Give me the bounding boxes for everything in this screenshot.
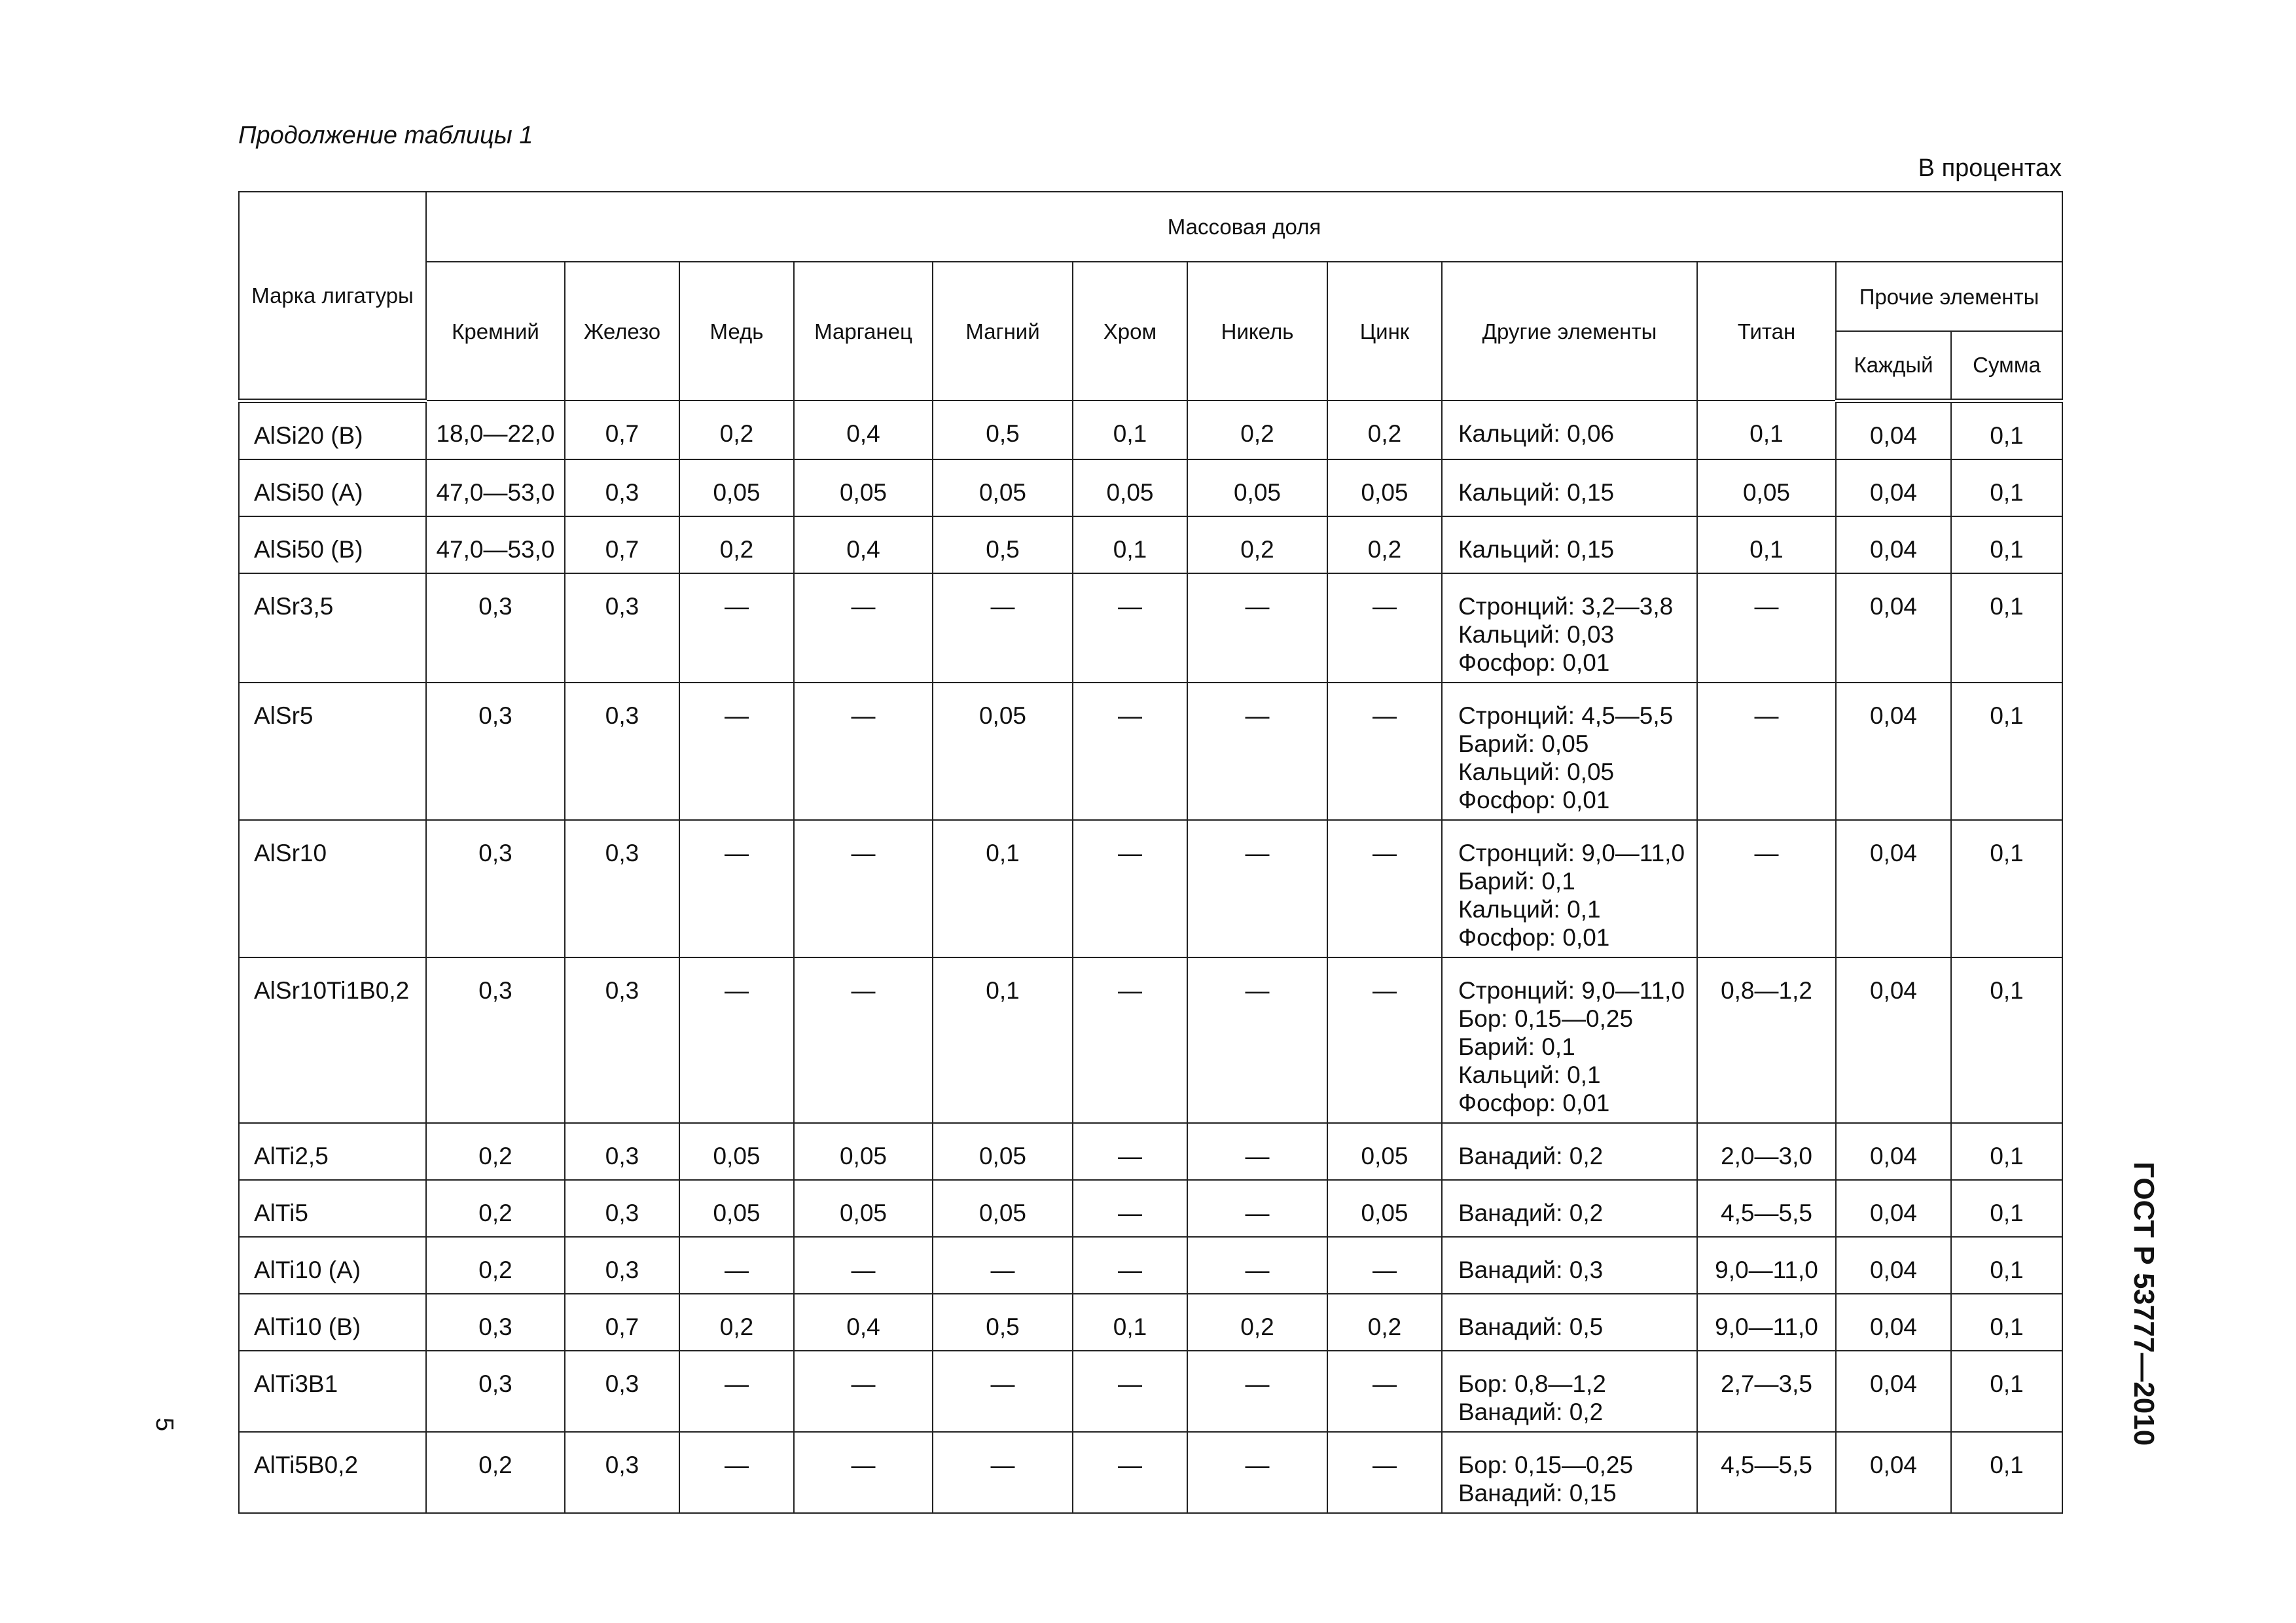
- titanium-cell: 0,8—1,2: [1697, 957, 1836, 1123]
- copper-cell: —: [679, 820, 794, 957]
- column-header-titanium: Титан: [1697, 262, 1836, 401]
- brand-cell: AlSr5: [239, 683, 426, 820]
- manganese-cell: 0,4: [794, 1294, 933, 1351]
- copper-cell: —: [679, 573, 794, 683]
- silicon-cell: 0,2: [426, 1432, 565, 1513]
- each-cell: 0,04: [1836, 820, 1951, 957]
- each-cell: 0,04: [1836, 516, 1951, 573]
- chromium-cell: —: [1073, 1432, 1187, 1513]
- iron-cell: 0,3: [565, 1123, 679, 1180]
- silicon-cell: 0,2: [426, 1180, 565, 1237]
- other-elements-cell: [1442, 683, 1697, 820]
- manganese-cell: —: [794, 683, 933, 820]
- table-row: [239, 1294, 2062, 1351]
- brand-cell: AlTi5: [239, 1180, 426, 1237]
- zinc-cell: 0,05: [1327, 1180, 1442, 1237]
- chromium-cell: —: [1073, 820, 1187, 957]
- iron-cell: 0,3: [565, 957, 679, 1123]
- magnesium-cell: —: [933, 573, 1073, 683]
- other-element-line: Бор: 0,8—1,2: [1458, 1370, 1606, 1397]
- silicon-cell: 0,3: [426, 957, 565, 1123]
- titanium-cell: 4,5—5,5: [1697, 1432, 1836, 1513]
- copper-cell: —: [679, 1432, 794, 1513]
- titanium-cell: 2,0—3,0: [1697, 1123, 1836, 1180]
- other-element-line: Стронций: 4,5—5,5: [1458, 702, 1674, 729]
- other-element-line: Ванадий: 0,2: [1458, 1142, 1604, 1169]
- other-element-line: Фосфор: 0,01: [1458, 649, 1610, 676]
- table-row: [239, 683, 2062, 820]
- sum-cell: 0,1: [1951, 1351, 2062, 1432]
- chromium-cell: 0,1: [1073, 1294, 1187, 1351]
- iron-cell: 0,3: [565, 573, 679, 683]
- other-element-line: Кальций: 0,15: [1458, 535, 1615, 563]
- column-header-chromium: Хром: [1073, 262, 1187, 401]
- chromium-cell: —: [1073, 957, 1187, 1123]
- zinc-cell: —: [1327, 820, 1442, 957]
- alloy-composition-table: [238, 191, 2063, 1514]
- brand-cell: AlTi10 (A): [239, 1237, 426, 1294]
- iron-cell: 0,3: [565, 1432, 679, 1513]
- column-header-magnesium: Магний: [933, 262, 1073, 401]
- titanium-cell: 0,1: [1697, 401, 1836, 459]
- sum-cell: 0,1: [1951, 1123, 2062, 1180]
- titanium-cell: 0,05: [1697, 459, 1836, 516]
- nickel-cell: —: [1187, 1180, 1327, 1237]
- table-body: [239, 401, 2062, 1513]
- chromium-cell: 0,05: [1073, 459, 1187, 516]
- other-element-line: Барий: 0,05: [1458, 730, 1589, 757]
- nickel-cell: 0,2: [1187, 1294, 1327, 1351]
- other-element-line: Кальций: 0,1: [1458, 895, 1601, 923]
- chromium-cell: —: [1073, 683, 1187, 820]
- column-header-remaining-elements: Прочие элементы: [1836, 262, 2062, 331]
- brand-cell: AlTi3B1: [239, 1351, 426, 1432]
- other-elements-cell: [1442, 1123, 1697, 1180]
- column-header-manganese: Марганец: [794, 262, 933, 401]
- iron-cell: 0,7: [565, 401, 679, 459]
- manganese-cell: 0,4: [794, 401, 933, 459]
- titanium-cell: 9,0—11,0: [1697, 1294, 1836, 1351]
- zinc-cell: —: [1327, 1432, 1442, 1513]
- chromium-cell: —: [1073, 1180, 1187, 1237]
- magnesium-cell: 0,05: [933, 683, 1073, 820]
- zinc-cell: 0,2: [1327, 401, 1442, 459]
- manganese-cell: —: [794, 1237, 933, 1294]
- other-element-line: Барий: 0,1: [1458, 867, 1575, 895]
- copper-cell: 0,2: [679, 516, 794, 573]
- sum-cell: 0,1: [1951, 1294, 2062, 1351]
- page-number: 5: [151, 1418, 178, 1432]
- other-element-line: Ванадий: 0,2: [1458, 1199, 1604, 1226]
- column-header-zinc: Цинк: [1327, 262, 1442, 401]
- copper-cell: 0,2: [679, 1294, 794, 1351]
- other-elements-cell: [1442, 573, 1697, 683]
- table-row: [239, 1237, 2062, 1294]
- other-element-line: Ванадий: 0,2: [1458, 1398, 1604, 1425]
- nickel-cell: —: [1187, 1432, 1327, 1513]
- chromium-cell: —: [1073, 573, 1187, 683]
- zinc-cell: 0,2: [1327, 516, 1442, 573]
- each-cell: 0,04: [1836, 1432, 1951, 1513]
- column-header-other-elements: Другие элементы: [1442, 262, 1697, 401]
- iron-cell: 0,3: [565, 1180, 679, 1237]
- nickel-cell: —: [1187, 1123, 1327, 1180]
- iron-cell: 0,7: [565, 516, 679, 573]
- each-cell: 0,04: [1836, 1294, 1951, 1351]
- other-elements-cell: [1442, 1294, 1697, 1351]
- other-element-line: Ванадий: 0,15: [1458, 1479, 1617, 1507]
- chromium-cell: —: [1073, 1237, 1187, 1294]
- sum-cell: 0,1: [1951, 516, 2062, 573]
- copper-cell: 0,2: [679, 401, 794, 459]
- sum-cell: 0,1: [1951, 459, 2062, 516]
- nickel-cell: —: [1187, 820, 1327, 957]
- other-element-line: Фосфор: 0,01: [1458, 786, 1610, 813]
- silicon-cell: 0,3: [426, 573, 565, 683]
- column-header-each: Каждый: [1836, 331, 1951, 401]
- copper-cell: 0,05: [679, 1123, 794, 1180]
- silicon-cell: 0,2: [426, 1237, 565, 1294]
- other-elements-cell: [1442, 1351, 1697, 1432]
- brand-cell: AlSr3,5: [239, 573, 426, 683]
- table-row: [239, 1351, 2062, 1432]
- magnesium-cell: 0,05: [933, 1123, 1073, 1180]
- other-element-line: Бор: 0,15—0,25: [1458, 1005, 1634, 1032]
- each-cell: 0,04: [1836, 957, 1951, 1123]
- mass-fraction-header: Массовая доля: [426, 192, 2062, 262]
- silicon-cell: 0,3: [426, 1294, 565, 1351]
- manganese-cell: 0,05: [794, 1180, 933, 1237]
- nickel-cell: 0,2: [1187, 516, 1327, 573]
- column-header-sum: Сумма: [1951, 331, 2062, 401]
- column-header-copper: Медь: [679, 262, 794, 401]
- brand-header: Марка лигатуры: [239, 192, 426, 401]
- magnesium-cell: 0,5: [933, 1294, 1073, 1351]
- magnesium-cell: 0,1: [933, 957, 1073, 1123]
- other-element-line: Ванадий: 0,5: [1458, 1313, 1604, 1340]
- table-row: [239, 820, 2062, 957]
- iron-cell: 0,3: [565, 820, 679, 957]
- other-element-line: Кальций: 0,05: [1458, 758, 1615, 785]
- other-element-line: Кальций: 0,15: [1458, 478, 1615, 506]
- magnesium-cell: —: [933, 1351, 1073, 1432]
- iron-cell: 0,3: [565, 1237, 679, 1294]
- magnesium-cell: —: [933, 1432, 1073, 1513]
- titanium-cell: 2,7—3,5: [1697, 1351, 1836, 1432]
- table-row: [239, 1180, 2062, 1237]
- silicon-cell: 47,0—53,0: [426, 516, 565, 573]
- table-row: [239, 401, 2062, 459]
- copper-cell: —: [679, 1237, 794, 1294]
- table-row: [239, 1123, 2062, 1180]
- titanium-cell: —: [1697, 683, 1836, 820]
- chromium-cell: 0,1: [1073, 516, 1187, 573]
- brand-cell: AlTi2,5: [239, 1123, 426, 1180]
- sum-cell: 0,1: [1951, 957, 2062, 1123]
- zinc-cell: 0,05: [1327, 459, 1442, 516]
- sum-cell: 0,1: [1951, 1237, 2062, 1294]
- chromium-cell: 0,1: [1073, 401, 1187, 459]
- magnesium-cell: 0,5: [933, 401, 1073, 459]
- other-element-line: Фосфор: 0,01: [1458, 923, 1610, 951]
- other-elements-cell: [1442, 516, 1697, 573]
- each-cell: 0,04: [1836, 683, 1951, 820]
- copper-cell: —: [679, 1351, 794, 1432]
- titanium-cell: —: [1697, 820, 1836, 957]
- table-caption: Продолжение таблицы 1: [238, 122, 533, 149]
- table-row: [239, 957, 2062, 1123]
- units-label: В процентах: [1918, 154, 2062, 182]
- chromium-cell: —: [1073, 1351, 1187, 1432]
- manganese-cell: 0,4: [794, 516, 933, 573]
- zinc-cell: 0,2: [1327, 1294, 1442, 1351]
- manganese-cell: 0,05: [794, 459, 933, 516]
- silicon-cell: 0,3: [426, 1351, 565, 1432]
- sum-cell: 0,1: [1951, 683, 2062, 820]
- magnesium-cell: —: [933, 1237, 1073, 1294]
- zinc-cell: —: [1327, 957, 1442, 1123]
- zinc-cell: 0,05: [1327, 1123, 1442, 1180]
- sum-cell: 0,1: [1951, 573, 2062, 683]
- magnesium-cell: 0,1: [933, 820, 1073, 957]
- titanium-cell: —: [1697, 573, 1836, 683]
- other-elements-cell: [1442, 1432, 1697, 1513]
- sum-cell: 0,1: [1951, 1180, 2062, 1237]
- each-cell: 0,04: [1836, 1180, 1951, 1237]
- other-elements-cell: [1442, 1237, 1697, 1294]
- iron-cell: 0,3: [565, 459, 679, 516]
- sum-cell: 0,1: [1951, 401, 2062, 459]
- column-header-iron: Железо: [565, 262, 679, 401]
- brand-cell: AlTi10 (B): [239, 1294, 426, 1351]
- copper-cell: —: [679, 957, 794, 1123]
- other-element-line: Кальций: 0,1: [1458, 1061, 1601, 1088]
- iron-cell: 0,7: [565, 1294, 679, 1351]
- chromium-cell: —: [1073, 1123, 1187, 1180]
- each-cell: 0,04: [1836, 459, 1951, 516]
- titanium-cell: 9,0—11,0: [1697, 1237, 1836, 1294]
- column-header-nickel: Никель: [1187, 262, 1327, 401]
- brand-cell: AlSr10Ti1B0,2: [239, 957, 426, 1123]
- brand-cell: AlSi50 (B): [239, 516, 426, 573]
- standard-code: ГОСТ Р 53777—2010: [2128, 1162, 2160, 1446]
- other-elements-cell: [1442, 820, 1697, 957]
- sum-cell: 0,1: [1951, 1432, 2062, 1513]
- zinc-cell: —: [1327, 573, 1442, 683]
- other-element-line: Стронций: 9,0—11,0: [1458, 976, 1685, 1004]
- nickel-cell: —: [1187, 1351, 1327, 1432]
- other-element-line: Бор: 0,15—0,25: [1458, 1451, 1634, 1478]
- silicon-cell: 0,2: [426, 1123, 565, 1180]
- zinc-cell: —: [1327, 1351, 1442, 1432]
- zinc-cell: —: [1327, 1237, 1442, 1294]
- brand-cell: AlSi20 (B): [239, 401, 426, 459]
- each-cell: 0,04: [1836, 1123, 1951, 1180]
- other-element-line: Фосфор: 0,01: [1458, 1089, 1610, 1116]
- copper-cell: 0,05: [679, 1180, 794, 1237]
- table-row: [239, 516, 2062, 573]
- magnesium-cell: 0,05: [933, 1180, 1073, 1237]
- nickel-cell: —: [1187, 957, 1327, 1123]
- other-element-line: Кальций: 0,03: [1458, 620, 1615, 648]
- other-element-line: Барий: 0,1: [1458, 1033, 1575, 1060]
- manganese-cell: —: [794, 957, 933, 1123]
- other-elements-cell: [1442, 401, 1697, 459]
- iron-cell: 0,3: [565, 683, 679, 820]
- iron-cell: 0,3: [565, 1351, 679, 1432]
- copper-cell: —: [679, 683, 794, 820]
- manganese-cell: —: [794, 1432, 933, 1513]
- nickel-cell: —: [1187, 683, 1327, 820]
- silicon-cell: 0,3: [426, 683, 565, 820]
- column-header-silicon: Кремний: [426, 262, 565, 401]
- nickel-cell: —: [1187, 573, 1327, 683]
- silicon-cell: 47,0—53,0: [426, 459, 565, 516]
- manganese-cell: —: [794, 820, 933, 957]
- nickel-cell: 0,05: [1187, 459, 1327, 516]
- manganese-cell: —: [794, 1351, 933, 1432]
- copper-cell: 0,05: [679, 459, 794, 516]
- titanium-cell: 0,1: [1697, 516, 1836, 573]
- nickel-cell: —: [1187, 1237, 1327, 1294]
- sum-cell: 0,1: [1951, 820, 2062, 957]
- each-cell: 0,04: [1836, 401, 1951, 459]
- manganese-cell: —: [794, 573, 933, 683]
- other-elements-cell: [1442, 459, 1697, 516]
- other-elements-cell: [1442, 957, 1697, 1123]
- magnesium-cell: 0,5: [933, 516, 1073, 573]
- magnesium-cell: 0,05: [933, 459, 1073, 516]
- other-element-line: Стронций: 9,0—11,0: [1458, 839, 1685, 866]
- manganese-cell: 0,05: [794, 1123, 933, 1180]
- brand-cell: AlSr10: [239, 820, 426, 957]
- each-cell: 0,04: [1836, 1351, 1951, 1432]
- table-row: [239, 459, 2062, 516]
- brand-cell: AlTi5B0,2: [239, 1432, 426, 1513]
- each-cell: 0,04: [1836, 573, 1951, 683]
- table-row: [239, 573, 2062, 683]
- nickel-cell: 0,2: [1187, 401, 1327, 459]
- titanium-cell: 4,5—5,5: [1697, 1180, 1836, 1237]
- zinc-cell: —: [1327, 683, 1442, 820]
- other-element-line: Ванадий: 0,3: [1458, 1256, 1604, 1283]
- silicon-cell: 18,0—22,0: [426, 401, 565, 459]
- other-element-line: Стронций: 3,2—3,8: [1458, 592, 1674, 620]
- silicon-cell: 0,3: [426, 820, 565, 957]
- other-elements-cell: [1442, 1180, 1697, 1237]
- each-cell: 0,04: [1836, 1237, 1951, 1294]
- other-element-line: Кальций: 0,06: [1458, 420, 1615, 447]
- brand-cell: AlSi50 (A): [239, 459, 426, 516]
- table-row: [239, 1432, 2062, 1513]
